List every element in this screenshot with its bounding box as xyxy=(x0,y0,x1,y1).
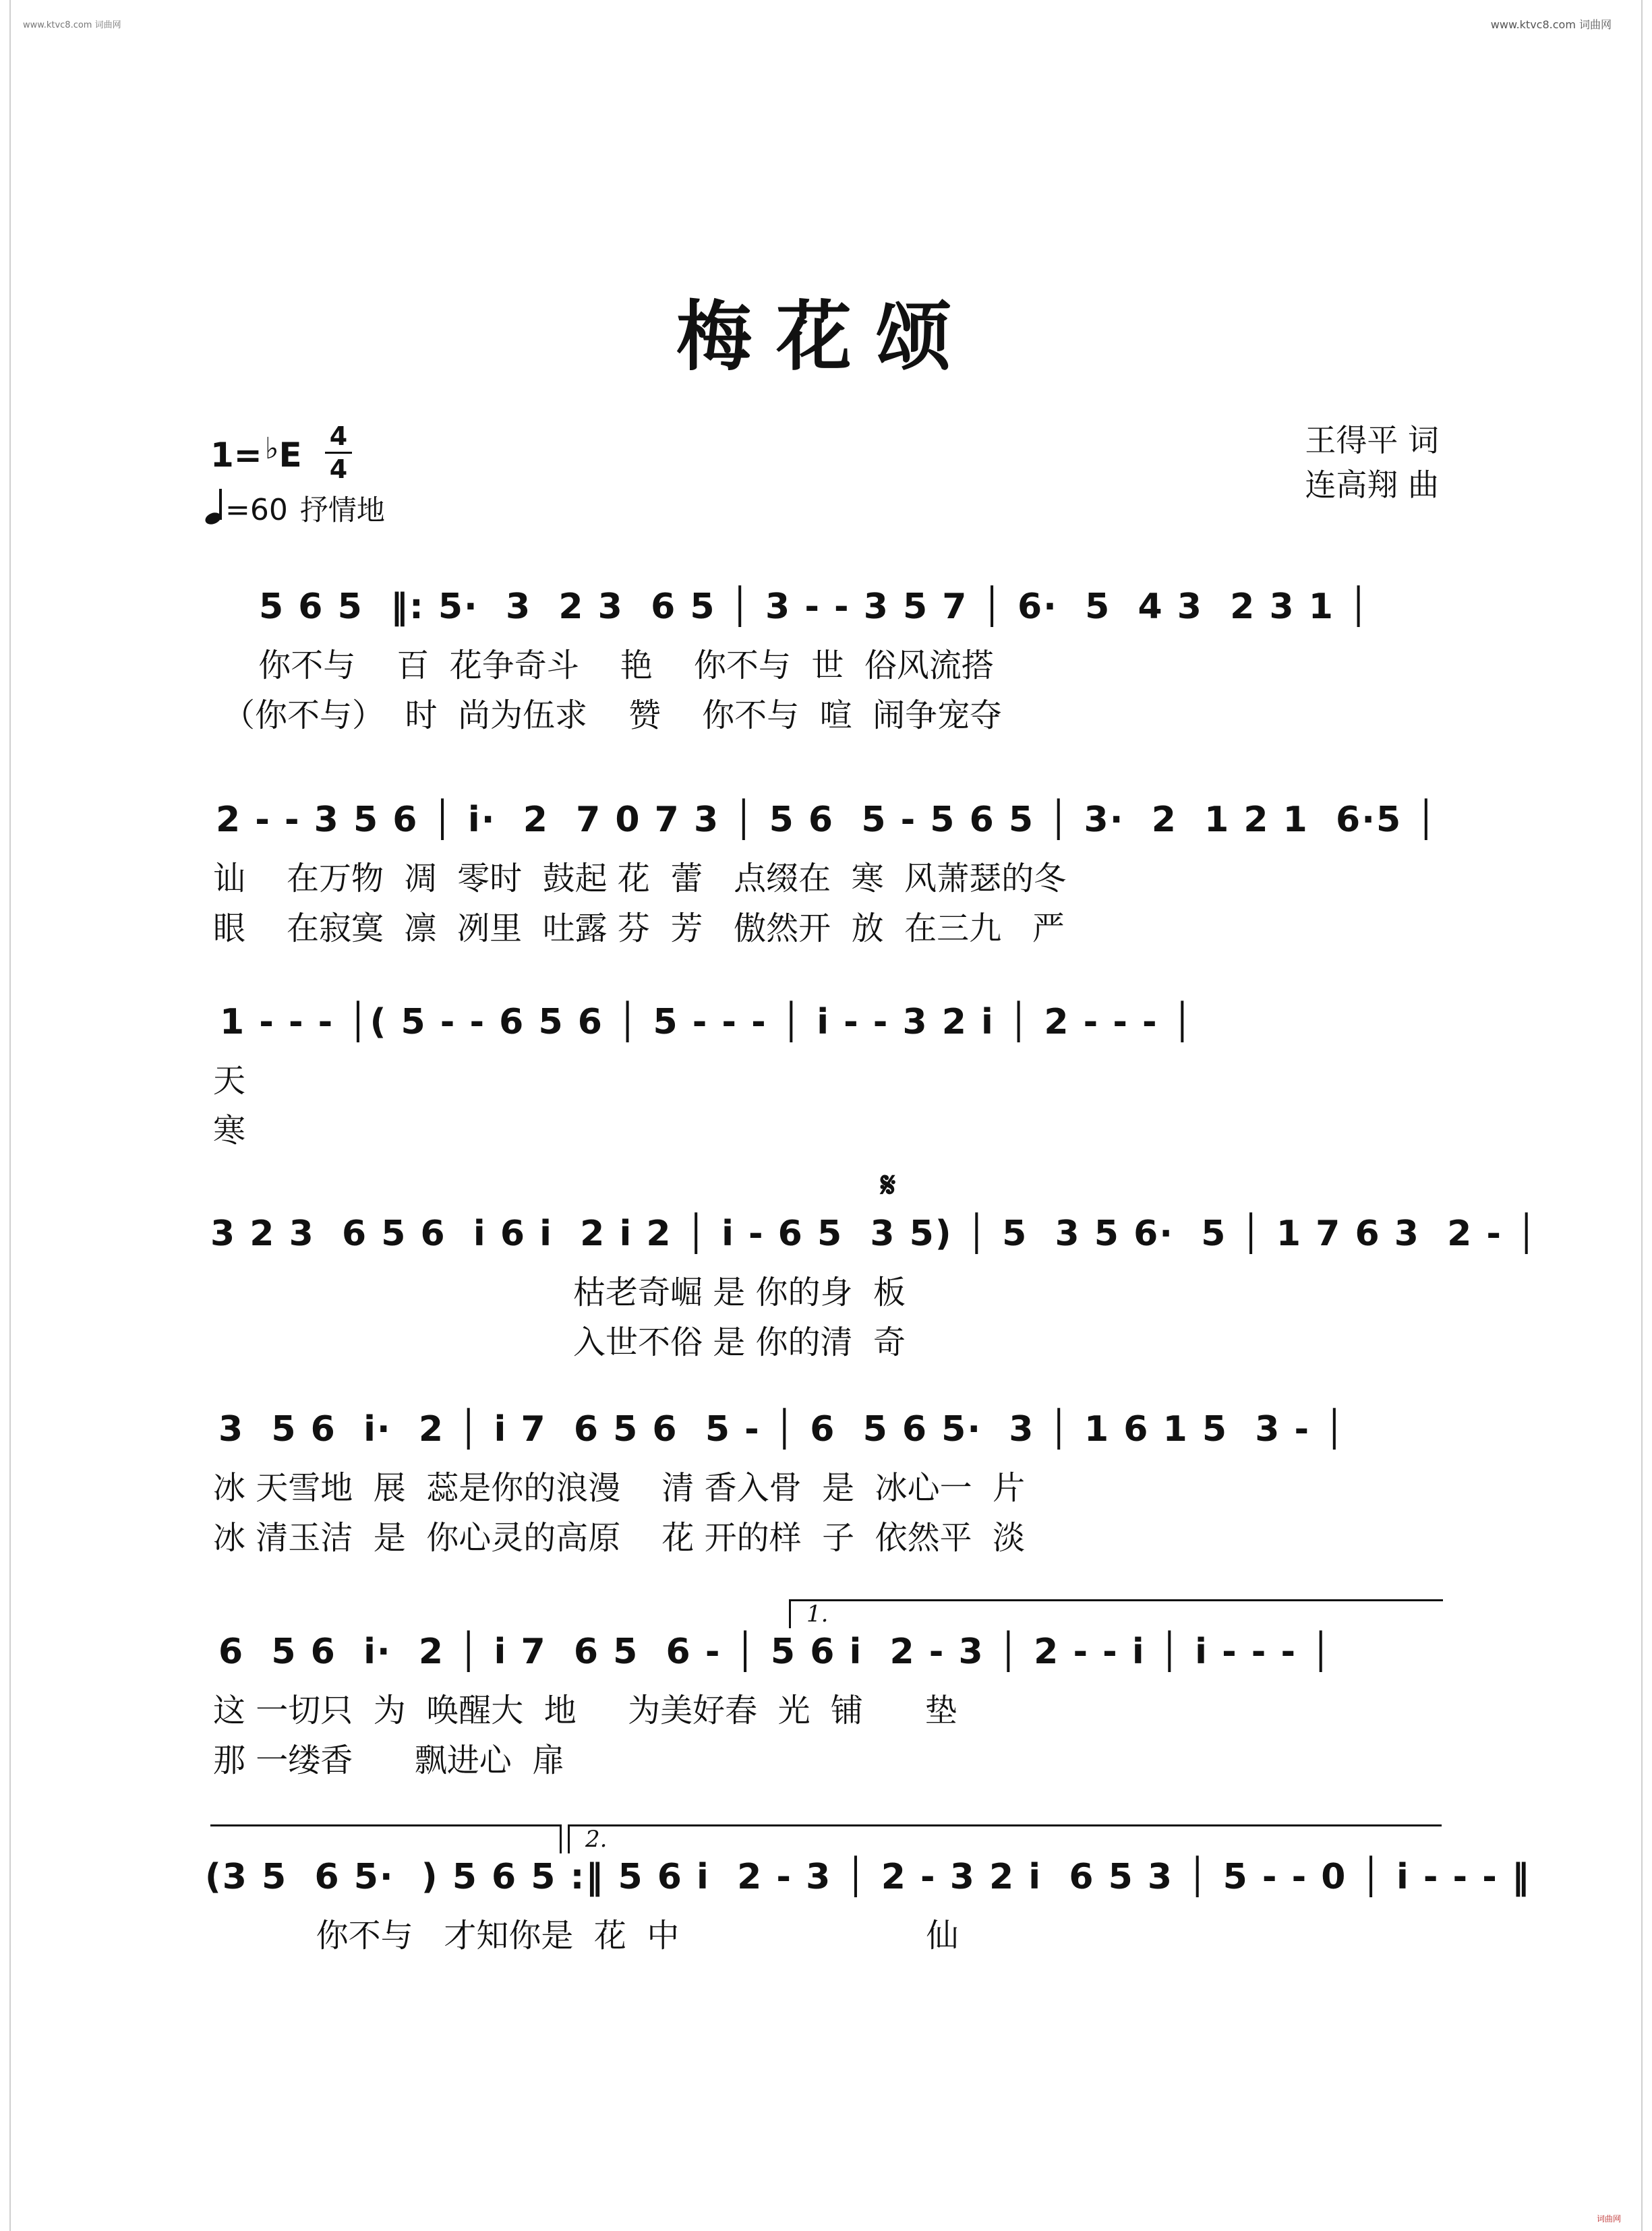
key-signature xyxy=(210,432,302,475)
first-ending-label: 1. xyxy=(806,1601,829,1628)
lyric-verse-2: 入世不俗 是 你的清 奇 xyxy=(213,1323,906,1361)
notation-line: 6 5 6 i· 2 │ i 7 6 5 6 - │ 5 6 i 2 - 3 │ 2 - - i │ i - - - │ xyxy=(218,1632,1333,1672)
lyric-verse-1: 你不与 百 花争奇斗 艳 你不与 世 俗风流搭 xyxy=(248,647,994,684)
watermark-bottom-right: 词曲网 xyxy=(1596,2214,1621,2224)
watermark-top-right: www.ktvc8.com 词曲网 xyxy=(1490,18,1612,31)
credits xyxy=(1305,418,1439,507)
watermark-top-left: www.ktvc8.com 词曲网 xyxy=(23,20,121,30)
notation-line: 1 - - - │( 5 - - 6 5 6 │ 5 - - - │ i - - 3 2 i │ 2 - - - │ xyxy=(220,1002,1195,1042)
time-signature xyxy=(325,423,352,482)
lyric-verse-1: 你不与 才知你是 花 中 仙 xyxy=(213,1917,959,1955)
time-signature-bottom: 4 xyxy=(329,454,348,484)
first-ending-bracket-right xyxy=(560,1824,562,1853)
composer-credit: 连高翔 曲 xyxy=(1305,467,1439,503)
key-label: 1= xyxy=(210,436,262,475)
song-title: 梅花颂 xyxy=(676,293,976,381)
time-signature-top: 4 xyxy=(329,421,348,451)
quarter-note-icon xyxy=(205,492,225,525)
lyric-verse-1: 枯老奇崛 是 你的身 板 xyxy=(213,1274,906,1311)
segno-sign-icon: 𝄋 xyxy=(881,1165,896,1206)
second-ending-label: 2. xyxy=(585,1826,608,1853)
tempo-expression: 抒情地 xyxy=(299,494,385,527)
lyric-verse-2: 眼 在寂寞 凛 冽里 吐露 芬 芳 傲然开 放 在三九 严 xyxy=(213,910,1065,947)
second-ending-bracket xyxy=(568,1824,1442,1826)
first-ending-bracket-left xyxy=(789,1599,791,1628)
second-ending-bracket-left xyxy=(568,1824,570,1853)
lyric-verse-2: 寒 xyxy=(213,1112,246,1150)
lyric-verse-2: 那 一缕香 飘进心 扉 xyxy=(213,1742,565,1779)
key-note: E xyxy=(278,436,302,475)
lyric-verse-2: （你不与） 时 尚为伍求 赞 你不与 喧 闹争宠夺 xyxy=(223,696,1003,734)
notation-line: 5 6 5 ‖: 5· 3 2 3 6 5 │ 3 - - 3 5 7 │ 6· 5 4 3 2 3 1 │ xyxy=(259,587,1371,627)
lyric-verse-1: 讪 在万物 凋 零时 鼓起 花 蕾 点缀在 寒 风萧瑟的冬 xyxy=(213,860,1067,897)
lyric-verse-1: 天 xyxy=(213,1062,246,1100)
tempo-marking xyxy=(205,488,385,529)
lyricist-credit: 王得平 词 xyxy=(1305,422,1439,458)
notation-line: 3 2 3 6 5 6 i 6 i 2 i 2 │ i - 6 5 3 5) │ 5 3 5 6· 5 │ 1 7 6 3 2 - │ xyxy=(210,1214,1539,1254)
time-signature-bar xyxy=(325,452,352,454)
lyric-verse-2: 冰 清玉洁 是 你心灵的高原 花 开的样 子 依然平 淡 xyxy=(213,1519,1026,1557)
first-ending-bracket xyxy=(789,1599,1443,1601)
lyric-verse-1: 这 一切只 为 唤醒大 地 为美好春 光 铺 垫 xyxy=(213,1692,957,1729)
notation-line: 3 5 6 i· 2 │ i 7 6 5 6 5 - │ 6 5 6 5· 3 │ 1 6 1 5 3 - │ xyxy=(218,1409,1347,1450)
tempo-value: =60 xyxy=(225,493,288,527)
notation-line: (3 5 6 5· ) 5 6 5 :‖ 5 6 i 2 - 3 │ 2 - 3 2 i 6 5 3 │ 5 - - 0 │ i - - - ‖ xyxy=(205,1857,1531,1897)
first-ending-bracket-continued xyxy=(210,1824,560,1826)
lyric-verse-1: 冰 天雪地 展 蕊是你的浪漫 清 香入骨 是 冰心一 片 xyxy=(213,1469,1026,1507)
flat-sign-icon: ♭ xyxy=(264,432,279,466)
notation-line: 2 - - 3 5 6 │ i· 2 7 0 7 3 │ 5 6 5 - 5 6 5 │ 3· 2 1 2 1 6·5 │ xyxy=(216,800,1438,840)
